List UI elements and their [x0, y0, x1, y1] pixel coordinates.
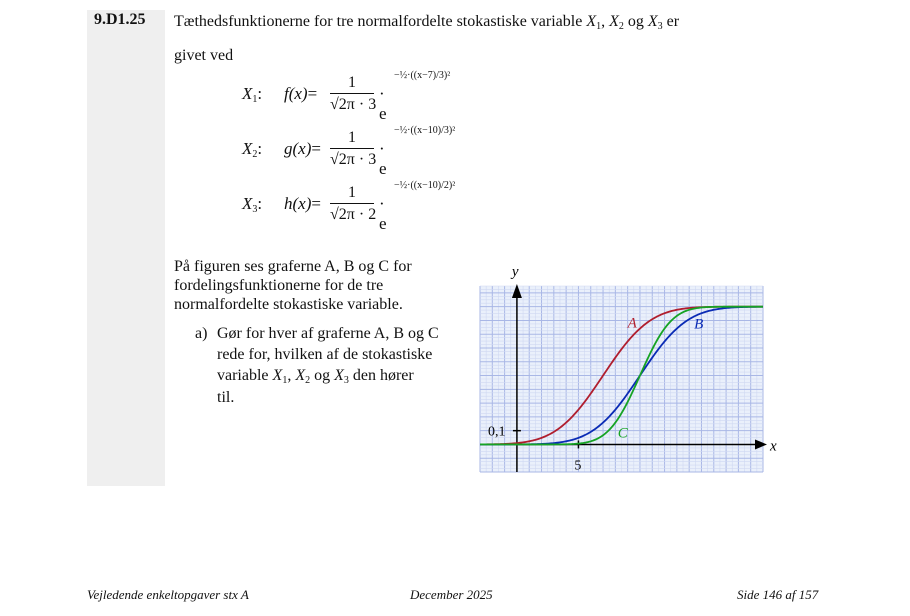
figure-text-line-3: normalfordelte stokastiske variable. — [174, 296, 403, 313]
intro-line-1: Tæthedsfunktionerne for tre normalfordelte stokastiske variable $X_1$, $X_2$ og $X_3$ er — [174, 13, 680, 32]
y-axis-label: y — [511, 264, 519, 280]
cdf-chart — [475, 260, 775, 480]
x-tick-label: 5 — [574, 458, 582, 474]
footer-right: Side 146 af 157 — [737, 587, 819, 602]
question-a-line-4: til. — [217, 389, 235, 406]
intro-line-2: givet ved — [174, 47, 234, 64]
question-a-line-3: variable $X_1$, $X_2$ og $X_3$ den hører — [217, 367, 414, 386]
question-a-line-2: rede for, hvilken af de stokastiske — [217, 346, 433, 363]
exponent: −½·((x−7)/3)² — [394, 70, 451, 81]
footer-center: December 2025 — [410, 587, 493, 602]
curve-label-C: C — [617, 425, 628, 442]
curve-label-A: A — [627, 315, 637, 332]
exercise-number: 9.D1.25 — [94, 11, 146, 28]
fraction: 1 √2π · 2 — [330, 184, 377, 223]
exponent: −½·((x−10)/2)² — [394, 180, 456, 191]
curve-label-B: B — [694, 316, 704, 333]
exponent: −½·((x−10)/3)² — [394, 125, 456, 136]
question-a-marker: a) — [195, 325, 208, 342]
y-tick-label: 0,1 — [488, 424, 506, 440]
footer-left: Vejledende enkeltopgaver stx A — [87, 587, 249, 602]
number-column — [87, 10, 165, 486]
fraction: 1 √2π · 3 — [330, 74, 377, 113]
question-a-line-1: Gør for hver af graferne A, B og C — [217, 325, 439, 342]
x-axis-label: x — [770, 438, 777, 455]
figure-text-line-2: fordelingsfunktionerne for de tre — [174, 277, 384, 294]
figure-text-line-1: På figuren ses graferne A, B og C for — [174, 258, 412, 275]
fraction: 1 √2π · 3 — [330, 129, 377, 168]
